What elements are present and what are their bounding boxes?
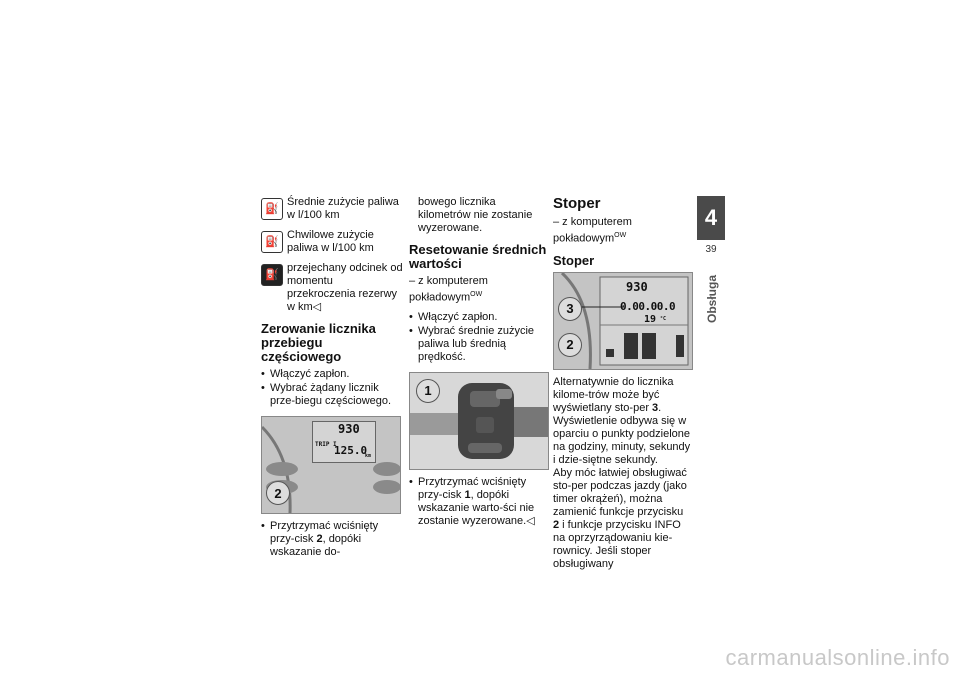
- list-item: • Włączyć zapłon.: [409, 311, 547, 324]
- list-item: [261, 520, 403, 559]
- dashboard-photo-stopwatch: [553, 272, 693, 370]
- icon-item-reserve-distance: [261, 262, 403, 314]
- icon-item-text: Średnie zużycie paliwa w l/100 km: [287, 196, 399, 221]
- paragraph-ref: 2: [553, 518, 560, 531]
- callout-2: 2: [558, 333, 582, 357]
- icon-item-instant-consumption: [261, 229, 403, 255]
- icon-item-text: Chwilowe zużycie paliwa w l/100 km: [287, 229, 374, 254]
- chapter-heading: Stoper: [553, 195, 601, 212]
- dashboard-photo-trip: [261, 416, 401, 514]
- paragraph: [553, 376, 691, 467]
- list-item: • Wybrać średnie zużycie paliwa lub średnią prędkość.: [409, 325, 547, 364]
- chapter-label: [700, 270, 722, 330]
- paragraph-text: . Wyświetlenie odbywa się w oparciu o punkty podzielone na godziny, minuty, sekundy i dzie-siętne sekundy.: [553, 401, 691, 466]
- availability-sup: OW: [614, 232, 627, 239]
- callout-2: 2: [266, 481, 290, 505]
- watermark: carmanualsonline.info: [725, 645, 950, 670]
- bullet-list: [261, 368, 403, 408]
- paragraph-ref: 3: [652, 401, 659, 414]
- paragraph-text: Aby móc łatwiej obsługiwać sto-per podczas jazdy (jako timer okrążeń), można zamienić funkcje przycisku: [553, 466, 687, 518]
- page-number: 39: [705, 244, 717, 255]
- fuel-pump-average-icon: ⛽: [261, 198, 283, 220]
- list-item: • Włączyć zapłon.: [261, 368, 403, 381]
- chapter-label-text: Obsługa: [705, 275, 719, 324]
- list-item-text: , dopóki wskazanie warto-ści nie zostanie wyzerowane.◁: [418, 488, 535, 527]
- column-1: [261, 196, 403, 560]
- fuel-pump-instant-icon: ⛽: [261, 231, 283, 253]
- section-heading: Stoper: [553, 252, 595, 268]
- fuel-reserve-icon: ⛽: [261, 264, 283, 286]
- bullet-list: [409, 476, 547, 528]
- availability-note: [409, 275, 547, 305]
- paragraph: [553, 467, 691, 571]
- handlebar-photo: [409, 372, 549, 470]
- lcd-temperature: 19: [644, 313, 657, 325]
- icon-item-text: przejechany odcinek od momentu przekroczenia rezerwy w km◁: [287, 262, 403, 313]
- lcd-stopwatch-value: 0.00.00.0: [620, 299, 676, 313]
- availability-note: [553, 216, 691, 246]
- list-item-text: Przytrzymać wciśnięty przy-cisk: [418, 475, 527, 501]
- lcd-top-value: 930: [338, 422, 360, 436]
- bullet-list: [261, 520, 403, 559]
- list-item-ref: 1: [464, 488, 471, 501]
- availability-text: – z komputerem pokładowym: [409, 275, 488, 304]
- lcd-top-value: 930: [626, 279, 648, 294]
- column-3: [553, 196, 691, 571]
- lcd-bottom-value: 125.0: [334, 444, 368, 457]
- lcd-unit: km: [365, 453, 372, 459]
- paragraph-text: i funkcje przycisku INFO na oprzyrządowaniu kie-rownicy. Jeśli stoper obsługiwany: [553, 518, 681, 570]
- list-item: [409, 476, 547, 528]
- lcd-temperature-unit: °C: [660, 315, 667, 322]
- callout-1: 1: [416, 379, 440, 403]
- paragraph-text: Alternatywnie do licznika kilome-trów może być wyświetlany sto-per: [553, 375, 674, 414]
- chapter-tab: 4: [697, 196, 725, 240]
- icon-item-avg-consumption: [261, 196, 403, 222]
- list-item-ref: 2: [316, 533, 323, 545]
- availability-sup: OW: [470, 291, 483, 298]
- callout-3: 3: [558, 297, 582, 321]
- lcd-trip-label: TRIP I: [315, 441, 337, 448]
- continued-text: bowego licznika kilometrów nie zostanie wyzerowane.: [418, 196, 533, 234]
- list-item-text: , dopóki wskazanie do-: [270, 533, 362, 558]
- section-heading: Resetowanie średnich wartości: [409, 242, 547, 271]
- list-item-text: Przytrzymać wciśnięty przy-cisk: [270, 520, 379, 545]
- column-2: [409, 196, 547, 529]
- section-heading: Zerowanie licznika przebiegu częściowego: [261, 321, 376, 364]
- availability-text: – z komputerem pokładowym: [553, 216, 632, 245]
- list-item: • Wybrać żądany licznik prze-biegu częściowego.: [261, 382, 403, 408]
- bullet-list: [409, 311, 547, 364]
